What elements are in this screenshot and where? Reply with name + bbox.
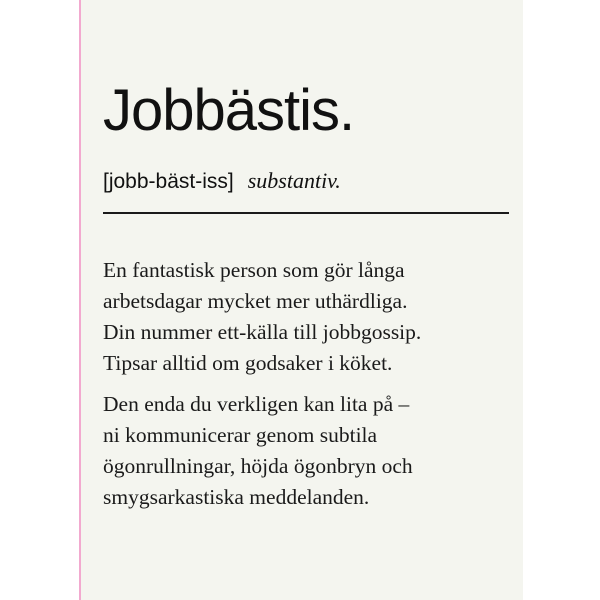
paragraph-line: En fantastisk person som gör långa — [103, 258, 405, 282]
paragraph-line: Den enda du verkligen kan lita på – — [103, 392, 410, 416]
paragraph-line: smygsarkastiska meddelanden. — [103, 485, 370, 509]
pronunciation-line — [103, 170, 341, 192]
pronunciation: [jobb-bäst-iss] — [103, 170, 234, 193]
paragraph-line: arbetsdagar mycket mer uthärdliga. — [103, 289, 408, 313]
paragraph-line: Tipsar alltid om godsaker i köket. — [103, 351, 393, 375]
paragraph-line: ni kommunicerar genom subtila — [103, 423, 378, 447]
divider-rule — [103, 212, 509, 214]
definition-body — [103, 255, 513, 513]
word-title: Jobbästis. — [103, 78, 355, 143]
definition-paragraph-2 — [103, 389, 513, 513]
part-of-speech: substantiv. — [247, 168, 341, 193]
definition-paragraph-1 — [103, 255, 513, 379]
paragraph-line: ögonrullningar, höjda ögonbryn och — [103, 454, 413, 478]
paragraph-line: Din nummer ett-källa till jobbgossip. — [103, 320, 422, 344]
definition-poster — [79, 0, 523, 600]
